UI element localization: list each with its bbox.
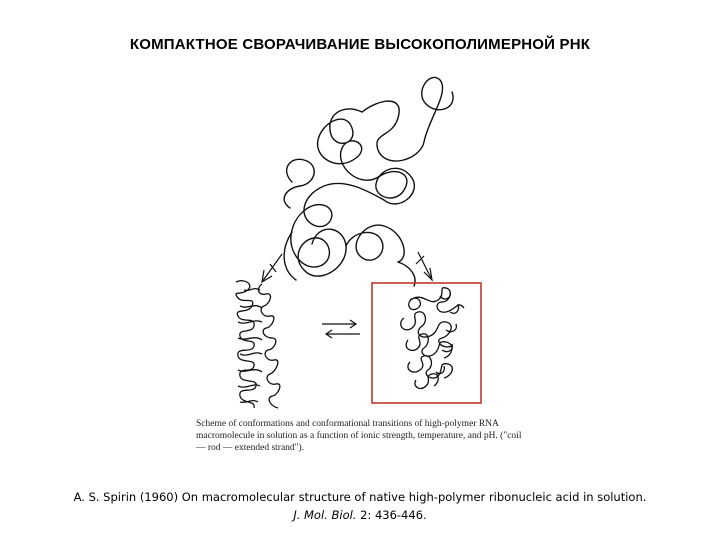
- reference-line-2: [0, 506, 720, 524]
- figure-caption-line: macromolecule in solution as a function of ionic strength, temperature, and pH. ("coil: [196, 431, 522, 441]
- extended-strand: [284, 77, 453, 286]
- reference: [0, 488, 720, 524]
- transition-arrows: [262, 252, 432, 338]
- reference-line-1: A. S. Spirin (1960) On macromolecular structure of native high-polymer ribonucleic acid in solution.: [73, 490, 647, 504]
- slide-title: КОМПАКТНОЕ СВОРАЧИВАНИЕ ВЫСОКОПОЛИМЕРНОЙ РНК: [129, 36, 591, 53]
- figure-caption-line: Scheme of conformations and conformational transitions of high-polymer RNA: [196, 419, 499, 429]
- rod-structure: [236, 281, 280, 408]
- figure-caption-line: — rod — extended strand").: [196, 443, 305, 453]
- citation-details: 2: 436-446.: [356, 508, 427, 522]
- figure-caption: [196, 418, 536, 454]
- compact-coil: [401, 288, 464, 389]
- journal-name: J. Mol. Biol.: [293, 508, 357, 522]
